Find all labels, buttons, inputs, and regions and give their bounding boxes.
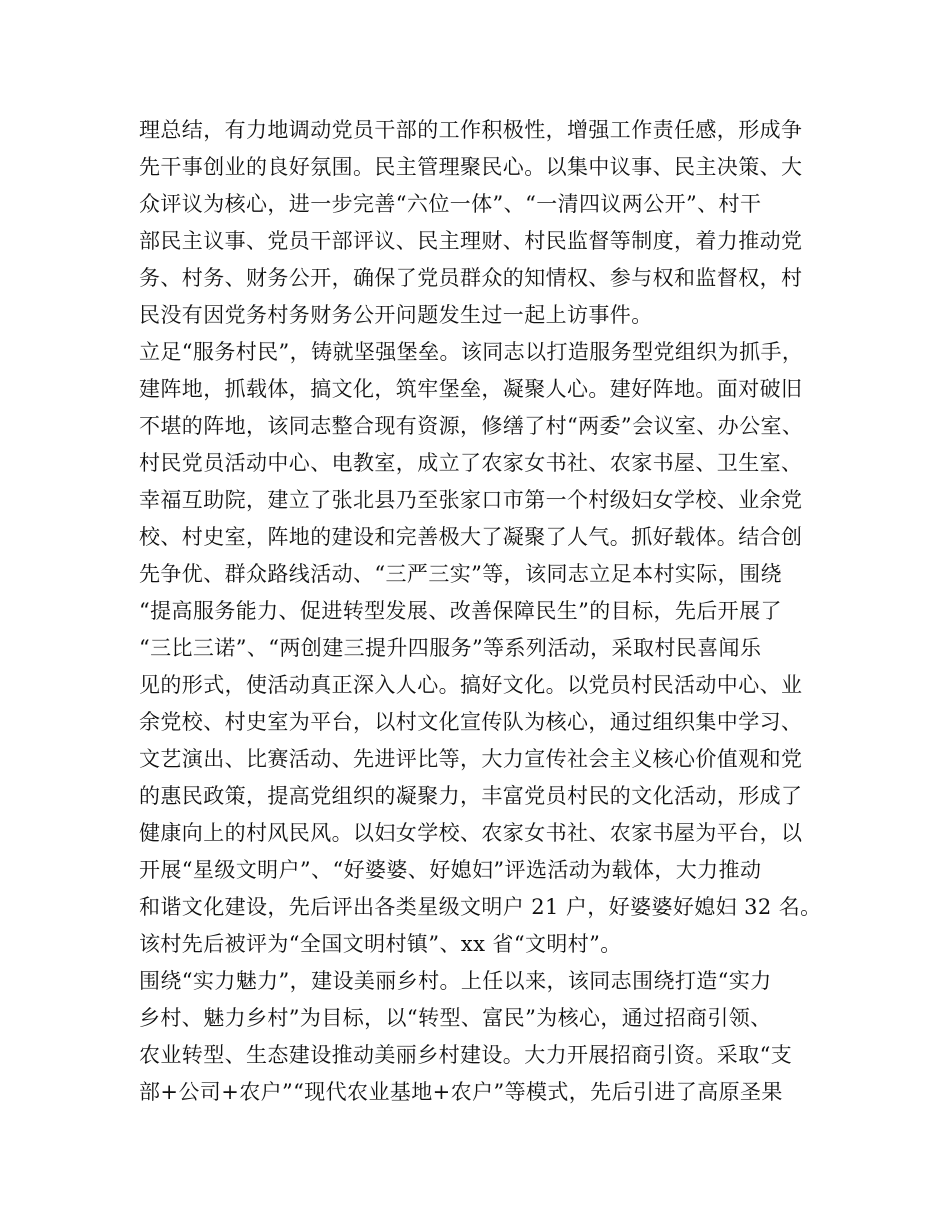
text-line: 建阵地，抓载体，搞文化，筑牢堡垒，凝聚人心。建好阵地。面对破旧	[139, 377, 803, 401]
text-line: 文艺演出、比赛活动、先进评比等，大力宣传社会主义核心价值观和党	[139, 747, 803, 771]
text-line: 和谐文化建设，先后评出各类星级文明户 21 户，好婆婆好媳妇 32 名。	[139, 895, 822, 919]
text-line: 幸福互助院，建立了张北县乃至张家口市第一个村级妇女学校、业余党	[139, 488, 803, 512]
text-line: 民没有因党务村务财务公开问题发生过一起上访事件。	[139, 303, 653, 327]
text-line: 部+公司+农户”“现代农业基地+农户”等模式，先后引进了高原圣果	[139, 1080, 783, 1104]
text-line: 余党校、村史室为平台，以村文化宣传队为核心，通过组织集中学习、	[139, 710, 803, 734]
text-line: 不堪的阵地，该同志整合现有资源，修缮了村“两委”会议室、办公室、	[139, 414, 804, 438]
text-line: 理总结，有力地调动党员干部的工作积极性，增强工作责任感，形成争	[139, 118, 803, 142]
text-line: 围绕“实力魅力”，建设美丽乡村。上任以来，该同志围绕打造“实力	[139, 969, 772, 993]
text-line: 先干事创业的良好氛围。民主管理聚民心。以集中议事、民主决策、大	[139, 155, 803, 179]
text-line: 乡村、魅力乡村”为目标，以“转型、富民”为核心，通过招商引领、	[139, 1006, 772, 1030]
text-line: 农业转型、生态建设推动美丽乡村建设。大力开展招商引资。采取“支	[139, 1043, 793, 1067]
text-line: 村民党员活动中心、电教室，成立了农家女书社、农家书屋、卫生室、	[139, 451, 803, 475]
text-line: 先争优、群众路线活动、“三严三实”等，该同志立足本村实际，围绕	[139, 562, 782, 586]
text-line: 立足“服务村民”，铸就坚强堡垒。该同志以打造服务型党组织为抓手，	[139, 340, 804, 364]
text-line: 的惠民政策，提高党组织的凝聚力，丰富党员村民的文化活动，形成了	[139, 784, 803, 808]
text-line: 该村先后被评为“全国文明村镇”、xx 省“文明村”。	[139, 932, 622, 956]
text-line: 健康向上的村风民风。以妇女学校、农家女书社、农家书屋为平台，以	[139, 821, 803, 845]
text-line: “提高服务能力、促进转型发展、改善保障民生”的目标，先后开展了	[139, 599, 782, 623]
text-line: 开展“星级文明户”、“好婆婆、好媳妇”评选活动为载体，大力推动	[139, 858, 762, 882]
text-line: 务、村务、财务公开，确保了党员群众的知情权、参与权和监督权，村	[139, 266, 803, 290]
text-line: 校、村史室，阵地的建设和完善极大了凝聚了人气。抓好载体。结合创	[139, 525, 803, 549]
document-body	[139, 112, 839, 1111]
text-line: 部民主议事、党员干部评议、民主理财、村民监督等制度，着力推动党	[139, 229, 803, 253]
text-line: 见的形式，使活动真正深入人心。搞好文化。以党员村民活动中心、业	[139, 673, 803, 697]
text-line: 众评议为核心，进一步完善“六位一体”、“一清四议两公开”、村干	[139, 192, 762, 216]
text-line: “三比三诺”、“两创建三提升四服务”等系列活动，采取村民喜闻乐	[139, 636, 762, 660]
